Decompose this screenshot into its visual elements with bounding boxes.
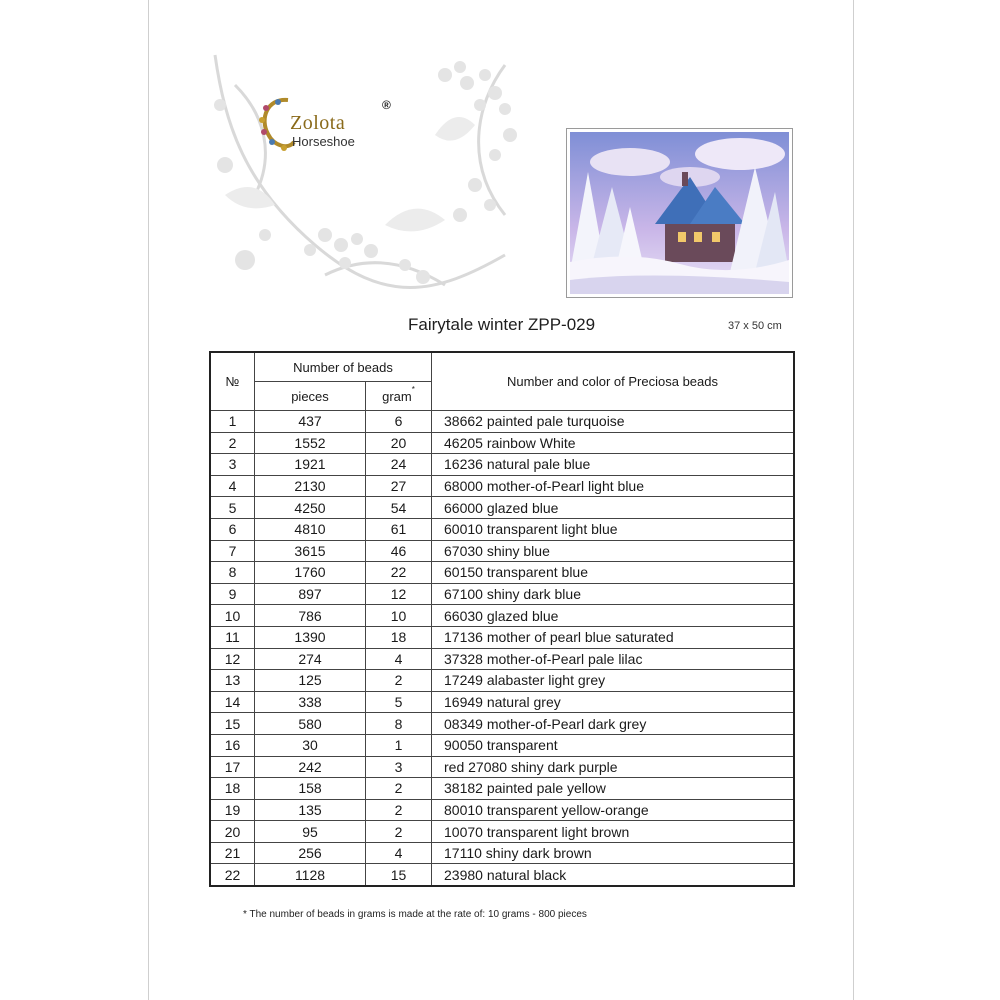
row-number: 14 <box>210 691 255 713</box>
row-number: 4 <box>210 475 255 497</box>
row-color: 16949 natural grey <box>432 691 795 713</box>
row-number: 1 <box>210 411 255 433</box>
row-gram: 18 <box>366 626 432 648</box>
header-gram-mark: * <box>411 384 415 394</box>
row-pieces: 580 <box>255 713 366 735</box>
row-pieces: 1390 <box>255 626 366 648</box>
table-row <box>210 583 794 605</box>
beads-table <box>209 351 795 887</box>
row-color: 38182 painted pale yellow <box>432 778 795 800</box>
row-pieces: 2130 <box>255 475 366 497</box>
row-color: red 27080 shiny dark purple <box>432 756 795 778</box>
header-color: Number and color of Preciosa beads <box>432 352 795 411</box>
pattern-title: Fairytale winter ZPP-029 <box>408 315 596 334</box>
row-number: 22 <box>210 864 255 886</box>
row-number: 5 <box>210 497 255 519</box>
table-row <box>210 518 794 540</box>
row-pieces: 1128 <box>255 864 366 886</box>
row-number: 16 <box>210 734 255 756</box>
row-pieces: 1552 <box>255 432 366 454</box>
row-number: 8 <box>210 562 255 584</box>
table-row <box>210 713 794 735</box>
row-pieces: 135 <box>255 799 366 821</box>
table-row <box>210 670 794 692</box>
row-color: 80010 transparent yellow-orange <box>432 799 795 821</box>
table-row <box>210 842 794 864</box>
row-color: 16236 natural pale blue <box>432 454 795 476</box>
row-number: 17 <box>210 756 255 778</box>
table-row <box>210 540 794 562</box>
header-number: № <box>210 352 255 411</box>
row-gram: 54 <box>366 497 432 519</box>
row-gram: 27 <box>366 475 432 497</box>
row-number: 10 <box>210 605 255 627</box>
row-color: 66030 glazed blue <box>432 605 795 627</box>
row-color: 67030 shiny blue <box>432 540 795 562</box>
row-pieces: 1921 <box>255 454 366 476</box>
row-gram: 2 <box>366 821 432 843</box>
row-gram: 10 <box>366 605 432 627</box>
row-number: 6 <box>210 518 255 540</box>
row-pieces: 437 <box>255 411 366 433</box>
table-row <box>210 734 794 756</box>
row-number: 7 <box>210 540 255 562</box>
row-pieces: 1760 <box>255 562 366 584</box>
row-color: 17249 alabaster light grey <box>432 670 795 692</box>
row-gram: 12 <box>366 583 432 605</box>
row-pieces: 256 <box>255 842 366 864</box>
row-color: 68000 mother-of-Pearl light blue <box>432 475 795 497</box>
row-gram: 20 <box>366 432 432 454</box>
row-number: 3 <box>210 454 255 476</box>
header-pieces: pieces <box>255 382 366 411</box>
row-gram: 2 <box>366 778 432 800</box>
beads-table-body <box>210 411 794 887</box>
row-color: 66000 glazed blue <box>432 497 795 519</box>
row-color: 60150 transparent blue <box>432 562 795 584</box>
row-number: 19 <box>210 799 255 821</box>
row-gram: 61 <box>366 518 432 540</box>
row-color: 08349 mother-of-Pearl dark grey <box>432 713 795 735</box>
row-pieces: 125 <box>255 670 366 692</box>
brand-subtitle: Horseshoe <box>292 134 355 149</box>
row-color: 37328 mother-of-Pearl pale lilac <box>432 648 795 670</box>
table-row <box>210 778 794 800</box>
table-row <box>210 691 794 713</box>
row-color: 17110 shiny dark brown <box>432 842 795 864</box>
table-row <box>210 497 794 519</box>
table-row <box>210 821 794 843</box>
table-row <box>210 411 794 433</box>
row-number: 13 <box>210 670 255 692</box>
row-color: 23980 natural black <box>432 864 795 886</box>
row-pieces: 4250 <box>255 497 366 519</box>
row-gram: 2 <box>366 799 432 821</box>
brand-name: Zolota <box>290 112 346 134</box>
winter-house-illustration-icon <box>570 132 789 294</box>
header-gram <box>366 382 432 411</box>
row-gram: 8 <box>366 713 432 735</box>
table-row <box>210 562 794 584</box>
row-gram: 22 <box>366 562 432 584</box>
row-number: 11 <box>210 626 255 648</box>
row-color: 38662 painted pale turquoise <box>432 411 795 433</box>
row-pieces: 4810 <box>255 518 366 540</box>
registered-mark: ® <box>382 98 391 112</box>
row-pieces: 30 <box>255 734 366 756</box>
header-gram-label: gram <box>382 388 412 404</box>
row-number: 2 <box>210 432 255 454</box>
row-gram: 6 <box>366 411 432 433</box>
row-pieces: 786 <box>255 605 366 627</box>
row-gram: 24 <box>366 454 432 476</box>
footnote: * The number of beads in grams is made at the rate of: 10 grams - 800 pieces <box>243 909 587 920</box>
table-row <box>210 648 794 670</box>
row-gram: 15 <box>366 864 432 886</box>
header-beads-group: Number of beads <box>255 352 432 382</box>
pattern-preview-image <box>566 128 793 298</box>
pattern-size: 37 x 50 cm <box>728 320 782 332</box>
row-pieces: 3615 <box>255 540 366 562</box>
row-pieces: 242 <box>255 756 366 778</box>
table-row <box>210 475 794 497</box>
brand-logo <box>258 94 408 164</box>
row-number: 20 <box>210 821 255 843</box>
row-color: 60010 transparent light blue <box>432 518 795 540</box>
row-color: 10070 transparent light brown <box>432 821 795 843</box>
table-row <box>210 799 794 821</box>
row-pieces: 95 <box>255 821 366 843</box>
row-gram: 4 <box>366 648 432 670</box>
row-gram: 1 <box>366 734 432 756</box>
row-color: 17136 mother of pearl blue saturated <box>432 626 795 648</box>
row-number: 21 <box>210 842 255 864</box>
row-gram: 2 <box>366 670 432 692</box>
row-gram: 5 <box>366 691 432 713</box>
table-row <box>210 432 794 454</box>
floral-ornament-icon <box>205 45 535 305</box>
row-gram: 3 <box>366 756 432 778</box>
row-color: 67100 shiny dark blue <box>432 583 795 605</box>
row-color: 90050 transparent <box>432 734 795 756</box>
row-pieces: 897 <box>255 583 366 605</box>
row-pieces: 158 <box>255 778 366 800</box>
table-row <box>210 626 794 648</box>
table-row <box>210 454 794 476</box>
row-gram: 46 <box>366 540 432 562</box>
row-pieces: 274 <box>255 648 366 670</box>
table-row <box>210 605 794 627</box>
row-number: 15 <box>210 713 255 735</box>
row-gram: 4 <box>366 842 432 864</box>
table-row <box>210 756 794 778</box>
table-row <box>210 864 794 886</box>
row-pieces: 338 <box>255 691 366 713</box>
row-number: 9 <box>210 583 255 605</box>
row-number: 12 <box>210 648 255 670</box>
row-number: 18 <box>210 778 255 800</box>
row-color: 46205 rainbow White <box>432 432 795 454</box>
